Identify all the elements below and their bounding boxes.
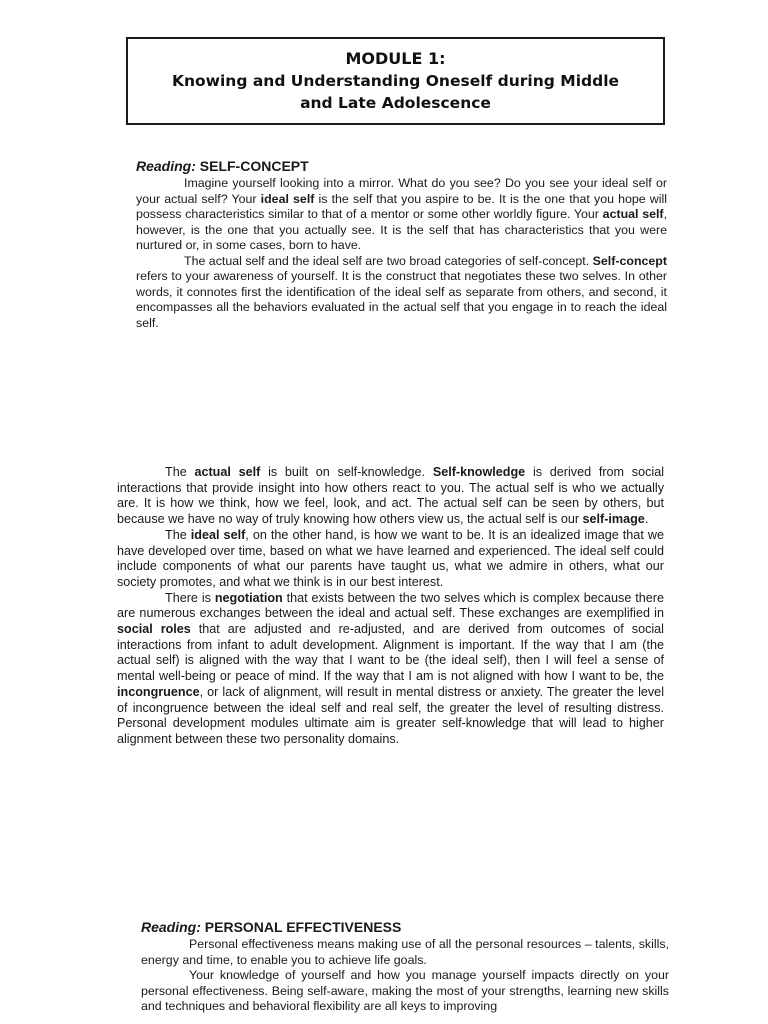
bold-term: ideal self — [190, 527, 246, 542]
paragraph — [117, 528, 664, 591]
text-run: is derived from social interactions that provide insight into how others react to you. The actual self is who we actually are. It is how we think, how we feel, look, and act. The actual self can be seen by others, but because we have no way of truly knowing how others view us, the actual self is our — [117, 465, 664, 527]
bold-term: social roles — [117, 622, 191, 637]
bold-term: Self-knowledge — [432, 465, 526, 479]
actual-ideal-self-text — [117, 465, 664, 748]
module-title-line-1: Knowing and Understanding Oneself during Middle — [171, 72, 620, 90]
paragraph: Personal effectiveness means making use of all the personal resources – talents, skills, energy and time, to enable you to achieve life goals. — [141, 937, 669, 967]
text-run: . — [644, 512, 649, 527]
paragraph: Your knowledge of yourself and how you manage yourself impacts directly on your personal effectiveness. Being self-aware, making the most of your strengths, learning new skills and techniques and behavioral flexibility are all keys to improving — [141, 968, 669, 1013]
bold-term: actual self — [602, 207, 664, 221]
section-heading — [141, 919, 669, 936]
text-run: that are adjusted and re-adjusted, and are derived from outcomes of social interactions from infant to adult development. Alignment is important. If the way that I am (the actual self) is aligned with the way that I want to be (the ideal self), then I will feel a sense of mental well-being or peace of mind. If the way that I am is not aligned with how I want to be, the — [117, 622, 664, 684]
bold-term: negotiation — [214, 590, 283, 605]
text-run: is the self that you aspire to be. It is the one that you hope will possess characteristics similar to that of a mentor or some other worldly figure. Your — [136, 191, 667, 221]
module-title-box — [126, 37, 665, 125]
bold-term: actual self — [194, 465, 261, 479]
bold-term: ideal self — [260, 191, 315, 206]
reading-self-concept — [136, 158, 667, 331]
text-run: that exists between the two selves which is complex because there are numerous exchanges between the ideal and actual self. These exchanges are exemplified in — [117, 590, 664, 621]
module-number: MODULE 1: — [345, 49, 446, 68]
bold-term: self-image — [582, 512, 645, 527]
reading-label: Reading: — [136, 158, 196, 174]
bold-term: incongruence — [117, 684, 200, 699]
text-run: refers to your awareness of yourself. It is the construct that negotiates these two selves. In other words, it connotes first the identification of the ideal self as separate from others, and second, it encompasses all the behaviors evaluated in the actual self that you engage in to reach the ideal self. — [136, 269, 667, 330]
paragraph — [136, 254, 667, 332]
section-title: SELF-CONCEPT — [199, 158, 309, 174]
paragraph — [117, 465, 664, 528]
text-run: The — [165, 527, 191, 542]
module-title-line-2: and Late Adolescence — [300, 94, 491, 112]
paragraph — [117, 591, 664, 748]
text-run: Imagine yourself looking into a mirror. What do you see? Do you see your ideal self or your actual self? Your — [136, 176, 667, 206]
text-run: is built on self-knowledge. — [260, 465, 433, 479]
section-heading — [136, 158, 667, 175]
reading-personal-effectiveness — [141, 919, 669, 1015]
reading-label: Reading: — [141, 919, 201, 935]
text-run: , on the other hand, is how we want to be. It is an idealized image that we have developed over time, based on what we have learned and experienced. The ideal self could include components of what our parents have taught us, what we admire in others, what our society promotes, and what we think is in our best interest. — [117, 527, 664, 589]
paragraph — [136, 176, 667, 254]
text-run: , however, is the one that you actually see. It is the self that has characteristics that you were nurtured or, in some cases, born to have. — [136, 207, 668, 252]
text-run: The actual self and the ideal self are two broad categories of self-concept. — [184, 253, 593, 268]
text-run: There is — [165, 590, 215, 605]
section-title: PERSONAL EFFECTIVENESS — [204, 919, 402, 935]
bold-term: Self-concept — [592, 253, 667, 268]
text-run: , or lack of alignment, will result in mental distress or anxiety. The greater the level of incongruence between the ideal self and real self, the greater the level of resulting distress. Personal development modules ultimate aim is greater self-knowledge that will lead to higher alignment between these two personality domains. — [117, 684, 664, 746]
text-run: The — [165, 465, 195, 479]
